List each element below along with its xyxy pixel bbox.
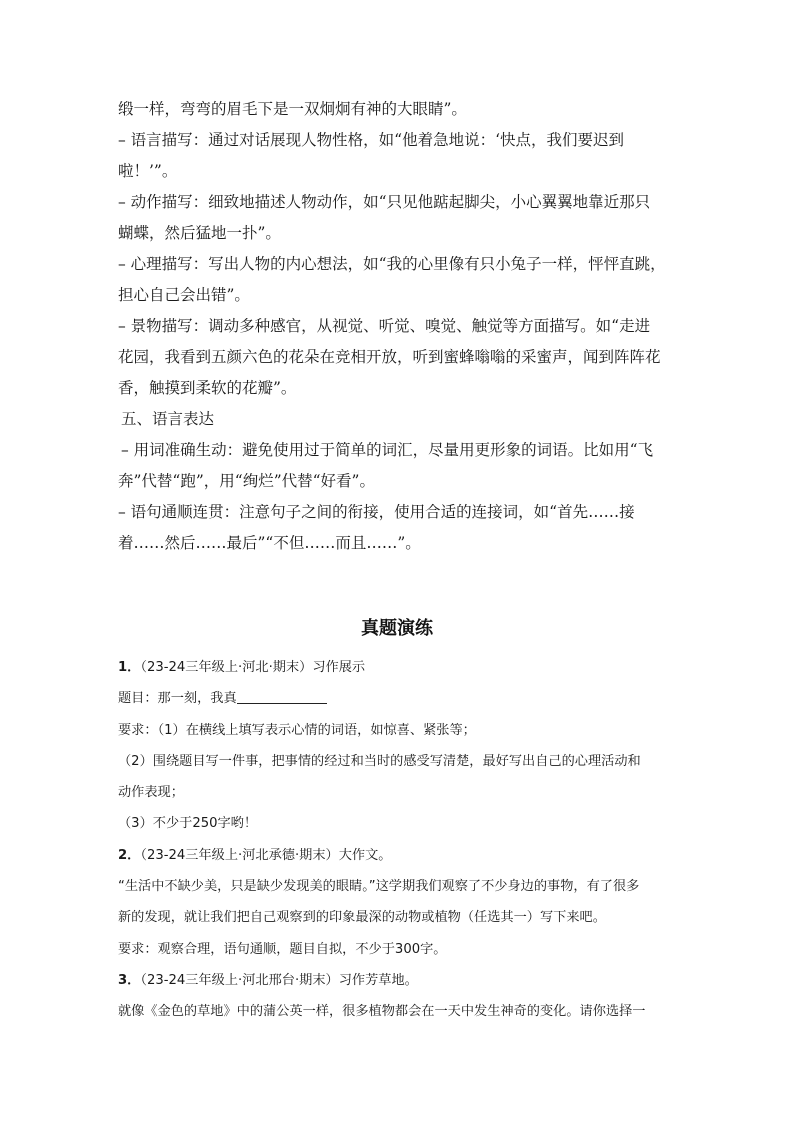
tip-line: 缎一样，弯弯的眉毛下是一双炯炯有神的大眼睛”。 xyxy=(118,100,467,118)
question-source: （23-24三年级上·河北·期末）习作展示 xyxy=(140,660,366,675)
question-1-req: 动作表现； xyxy=(118,785,184,801)
fill-in-blank-line xyxy=(237,689,327,704)
question-1-req: 要求：（1）在横线上填写表示心情的词语，如惊喜、紧张等； xyxy=(118,722,476,738)
question-2-body: 新的发现，就让我们把自己观察到的印象最深的动物或植物（任选其一）写下来吧。 xyxy=(118,910,606,926)
tip-line: – 语句通顺连贯：注意句子之间的衔接，使用合适的连接词，如“首先……接 xyxy=(118,503,635,521)
tip-line: – 动作描写：细致地描述人物动作，如“只见他踮起脚尖，小心翼翼地靠近那只 xyxy=(118,193,651,211)
tip-line: – 语言描写：通过对话展现人物性格，如“他着急地说：‘快点，我们要迟到 xyxy=(118,131,625,149)
question-2-header xyxy=(118,840,678,871)
tip-line: 啦！’”。 xyxy=(118,162,178,180)
practice-questions xyxy=(118,652,678,1028)
question-number: 3． xyxy=(118,972,141,988)
question-1-header xyxy=(118,652,678,683)
section-title: 五、语言表达 xyxy=(121,410,215,428)
tip-line: 着……然后……最后”“不但……而且……”。 xyxy=(118,534,421,552)
question-number: 1． xyxy=(118,660,141,675)
question-2-req: 要求：观察合理，语句通顺，题目自拟，不少于300字。 xyxy=(118,941,447,957)
question-2-body: “生活中不缺少美，只是缺少发现美的眼睛。”这学期我们观察了不少身边的事物，有了很多 xyxy=(118,879,640,895)
tip-line: 担心自己会出错”。 xyxy=(118,286,250,304)
writing-tips-section xyxy=(118,94,678,559)
question-1-req: （2）围绕题目写一件事，把事情的经过和当时的感受写清楚，最好写出自己的心理活动和 xyxy=(118,753,641,769)
tip-line: 蝴蝶，然后猛地一扑”。 xyxy=(118,224,281,242)
question-number: 2． xyxy=(118,847,141,863)
tip-line: – 景物描写：调动多种感官，从视觉、听觉、嗅觉、触觉等方面描写。如“走进 xyxy=(118,317,651,335)
question-3-header xyxy=(118,965,678,996)
question-source: （23-24三年级上·河北邢台·期末）习作芳草地。 xyxy=(140,972,418,988)
tip-line: 香，触摸到柔软的花瓣”。 xyxy=(118,379,297,397)
tip-line: – 用词准确生动：避免使用过于简单的词汇，尽量用更形象的词语。比如用“飞 xyxy=(121,441,654,459)
question-source: （23-24三年级上·河北承德·期末）大作文。 xyxy=(140,847,392,863)
tip-line: 花园，我看到五颜六色的花朵在竞相开放，听到蜜蜂嗡嗡的采蜜声，闻到阵阵花 xyxy=(118,348,661,366)
question-3-body: 就像《金色的草地》中的蒲公英一样，很多植物都会在一天中发生神奇的变化。请你选择一 xyxy=(118,1004,646,1020)
tip-line: – 心理描写：写出人物的内心想法，如“我的心里像有只小兔子一样，怦怦直跳， xyxy=(118,255,666,273)
question-1-req: （3）不少于250字哟！ xyxy=(118,816,258,832)
question-1-topic xyxy=(118,683,678,714)
tip-line: 奔”代替“跑”，用“绚烂”代替“好看”。 xyxy=(118,472,375,490)
practice-heading: 真题演练 xyxy=(361,618,433,639)
topic-text: 题目：那一刻，我真 xyxy=(118,691,237,707)
